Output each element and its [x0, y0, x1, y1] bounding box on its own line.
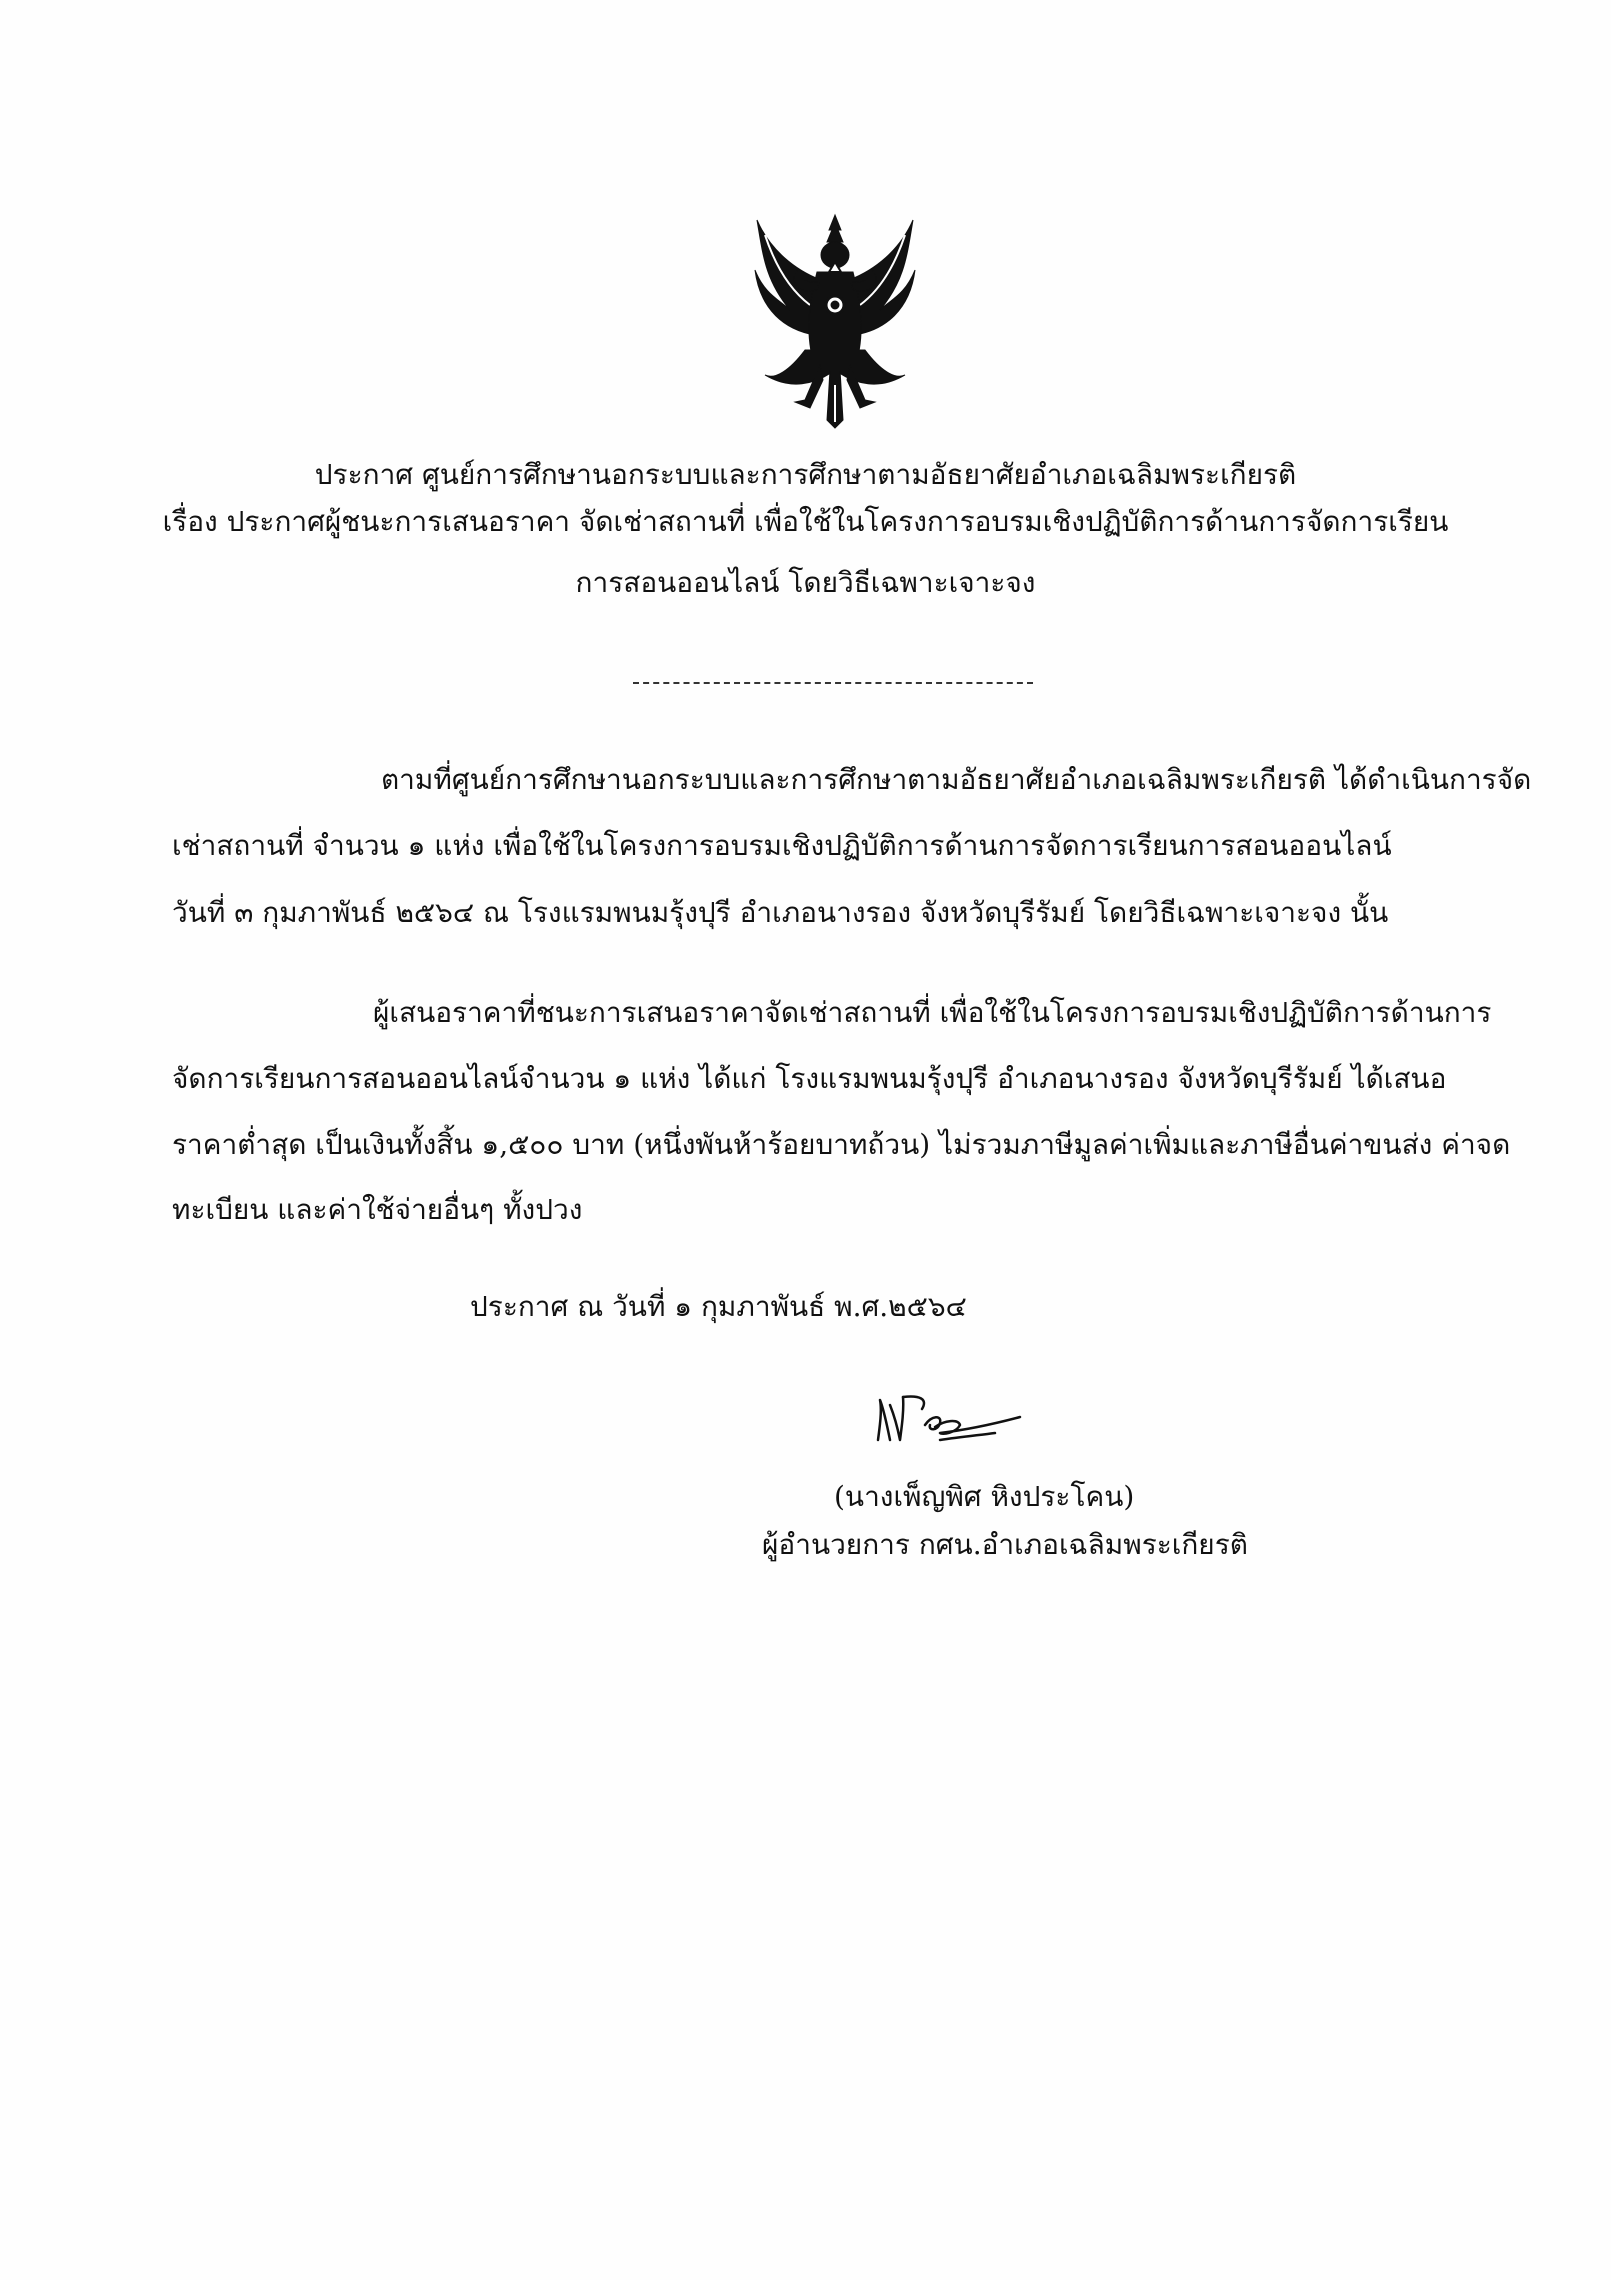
paragraph-1-line-3: วันที่ ๓ กุมภาพันธ์ ๒๕๖๔ ณ โรงแรมพนมรุ้งปุรี อำเภอนางรอง จังหวัดบุรีรัมย์ โดยวิธีเฉพาะเจาะจง นั้น	[172, 896, 1389, 929]
paragraph-1-line-1: ตามที่ศูนย์การศึกษานอกระบบและการศึกษาตามอัธยาศัยอำเภอเฉลิมพระเกียรติ ได้ดำเนินการจัด	[381, 763, 1532, 796]
announcement-heading: ประกาศ ศูนย์การศึกษานอกระบบและการศึกษาตามอัธยาศัยอำเภอเฉลิมพระเกียรติ	[314, 458, 1297, 491]
paragraph-2-line-1: ผู้เสนอราคาที่ชนะการเสนอราคาจัดเช่าสถานที่ เพื่อใช้ในโครงการอบรมเชิงปฏิบัติการด้านการ	[373, 996, 1492, 1029]
heading-divider	[633, 682, 1033, 684]
signer-name: (นางเพ็ญพิศ หิงประโคน)	[834, 1480, 1135, 1513]
paragraph-2-line-4: ทะเบียน และค่าใช้จ่ายอื่นๆ ทั้งปวง	[172, 1193, 583, 1226]
announcement-date: ประกาศ ณ วันที่ ๑ กุมภาพันธ์ พ.ศ.๒๕๖๔	[470, 1290, 967, 1323]
signer-position: ผู้อำนวยการ กศน.อำเภอเฉลิมพระเกียรติ	[762, 1528, 1248, 1561]
paragraph-2-line-3: ราคาต่ำสุด เป็นเงินทั้งสิ้น ๑,๕๐๐ บาท (หนึ่งพันห้าร้อยบาทถ้วน) ไม่รวมภาษีมูลค่าเพิ่มและภาษีอื่นค่าขนส่ง ค่าจด	[172, 1128, 1511, 1161]
announcement-subject: เรื่อง ประกาศผู้ชนะการเสนอราคา จัดเช่าสถานที่ เพื่อใช้ในโครงการอบรมเชิงปฏิบัติการด้านการจัดการเรียน	[162, 505, 1449, 538]
handwritten-signature	[870, 1385, 1050, 1455]
announcement-subject-continued: การสอนออนไลน์ โดยวิธีเฉพาะเจาะจง	[575, 566, 1036, 599]
paragraph-2-line-2: จัดการเรียนการสอนออนไลน์จำนวน ๑ แห่ง ได้แก่ โรงแรมพนมรุ้งปุรี อำเภอนางรอง จังหวัดบุรีรัมย์ ได้เสนอ	[172, 1062, 1447, 1095]
paragraph-1-line-2: เช่าสถานที่ จำนวน ๑ แห่ง เพื่อใช้ในโครงการอบรมเชิงปฏิบัติการด้านการจัดการเรียนการสอนออนไลน์	[172, 829, 1392, 862]
garuda-emblem	[735, 210, 935, 430]
